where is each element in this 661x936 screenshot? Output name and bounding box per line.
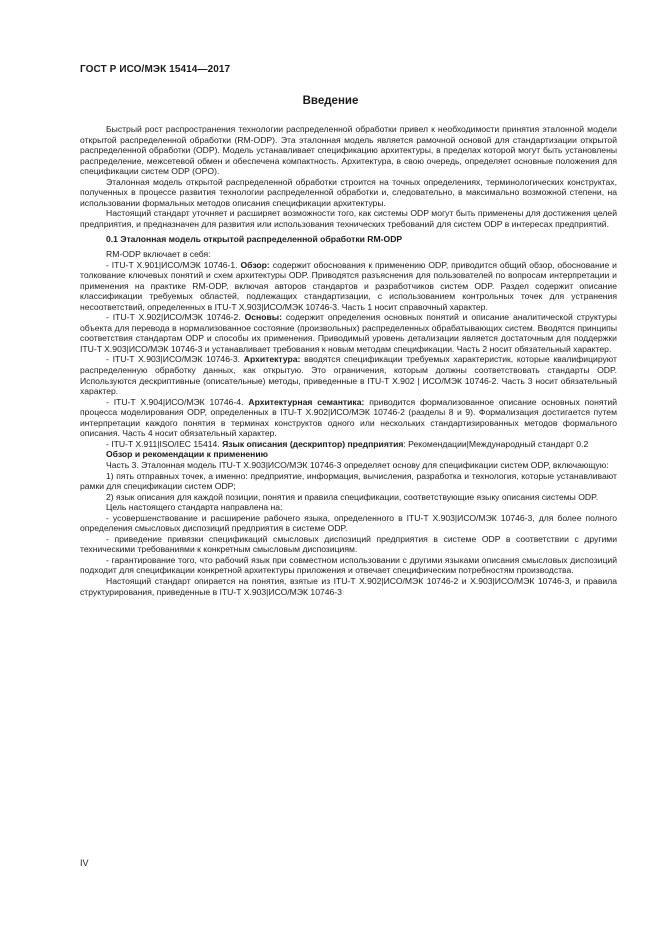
paragraph: Настоящий стандарт уточняет и расширяет возможности того, как системы ODP могут быть применены для достижения целей предприятия, и предназначен для развития или использования технических требований для систем ODP в интересах предприятий.	[80, 208, 617, 229]
list-item	[80, 397, 617, 439]
list-item-text: содержит обоснования к применению ODP, приводится общий обзор, обоснование и толкование ключевых понятий и схем архитектуры ODP. Приводятся разъяснения для пользователей по вопросам интерпретации и применения на практике RM-ODP, включая авторов стандартов и разработчиков систем ODP. Раздел содержит описание классификации требуемых областей, подлежащих стандартизации, с использованием контрольных точек для устранения несоответствий, определенных в ITU-T X.903|ИСО/МЭК 10746-3. Часть 1 носит справочный характер.	[80, 259, 617, 312]
paragraph: Быстрый рост распространения технологии распределенной обработки привел к необходимости принятия эталонной модели открытой распределенной обработки (RM-ODP). Эта эталонная модель является рамочной основой для стандартизации открытой распределенной обработки (ODP). Модель устанавливает спецификацию архитектуры, в пределах которой могут быть установлены распределение, межсетевой обмен и обеспечена компактность. Архитектура, в свою очередь, определяет основные положения для спецификации систем ODP (OPO).	[80, 124, 617, 177]
list-item: - приведение привязки спецификаций смысловых диспозиций предприятия в системе ODP в соответствии с другими техническими требованиями к конкретным смысловым диспозициям.	[80, 533, 617, 555]
list-item-ref: - ITU-T X.902|ИСО/МЭК 10746-2.	[106, 312, 241, 323]
list-item-term: Обзор:	[240, 259, 270, 270]
list-item-term: Архитектурная семантика:	[248, 396, 365, 407]
page-number: IV	[80, 858, 89, 868]
list-item-term: Архитектура:	[243, 354, 301, 365]
paragraph: Эталонная модель открытой распределенной обработки строится на точных определениях, терминологических конструктах, полученных в процессе развития технологии распределенной обработки и, следовательно, в максимально возможной степени, на использовании формальных методов описания спецификации архитектуры.	[80, 176, 617, 208]
document-body	[80, 124, 617, 597]
list-item	[80, 312, 617, 354]
list-item-text: вводятся спецификации требуемых характеристик, которые квалифицируют распределенную обработку данных, как открытую. Это ограничения, которым должны соответствовать стандарты ODP. Используются дескриптивные (описательные) методы, приведенные в ITU-T X.902 | ИСО/МЭК 10746-2. Часть 3 носит обязательный характер.	[80, 354, 617, 397]
paragraph: RM-ODP включает в себя:	[106, 249, 211, 260]
paragraph: Часть 3. Эталонная модель ITU-T X.903|ИСО/МЭК 10746-3 определяет основу для спецификации систем ODP, включающую:	[106, 459, 609, 470]
list-item-text: : Рекомендации|Международный стандарт 0.2	[403, 438, 589, 449]
list-item-term: Основы:	[244, 312, 282, 323]
list-item	[80, 439, 617, 450]
list-item-text: содержит определения основных понятий и описание аналитической структуры объекта для перевода в нормализованное состояние (произвольных) распределенных обрабатывающих систем. Вводятся принципы соответствия стандартам ODP и способы их применения. Приводимый уровень детализации является достаточным для поддержки ITU-T X.903|ИСО/МЭК 10746-3 и устанавливает требования к новым методам спецификации. Часть 2 носит обязательный характер.	[80, 312, 617, 354]
list-item-ref: - ITU-T X.903|ИСО/МЭК 10746-3.	[106, 354, 241, 365]
subsection-heading: Обзор и рекомендации к применению	[106, 449, 268, 460]
list-item: - усовершенствование и расширение рабочего языка, определенного в ITU-T X.903|ИСО/МЭК 10746-3, для более полного определения смысловых диспозиций предприятия в системе ODP.	[80, 512, 617, 534]
numbered-item: 2) язык описания для каждой позиции, понятия и правила спецификации, соответствующие языку описания системы ODP.	[106, 491, 599, 502]
list-item-ref: - ITU-T X.911|ISO/IEC 15414.	[106, 438, 220, 449]
section-heading: 0.1 Эталонная модель открытой распределенной обработки RM-ODP	[106, 234, 403, 245]
list-item: - гарантирование того, что рабочий язык при совместном использовании с другими языками описания смысловых диспозиций подходит для спецификации конкретной архитектуры приложения и отвечает специфическим потребностям производства.	[80, 554, 617, 576]
list-item-term: Язык описания (дескриптор) предприятия	[222, 438, 404, 449]
list-item-ref: - ITU-T X.901|ИСО/МЭК 10746-1.	[106, 259, 238, 270]
paragraph: Настоящий стандарт опирается на понятия, взятые из ITU-T X.902|ИСО/МЭК 10746-2 и X.903|ИСО/МЭК 10746-3, и правила структурирования, приведенные в ITU-T X.903|ИСО/МЭК 10746-3	[80, 575, 617, 597]
list-item	[80, 354, 617, 396]
page-title: Введение	[302, 95, 359, 107]
standard-header: ГОСТ Р ИСО/МЭК 15414—2017	[80, 64, 231, 75]
list-item-ref: - ITU-T X.904|ИСО/МЭК 10746-4.	[106, 396, 244, 407]
list-item-text: приводится формализованное описание основных понятий процесса моделирования ODP, определенных в ITU-T X.902|ИСО/МЭК 10746-2 (разделы 8 и 9). Формализация достигается путем интерпретации каждого понятия в терминах конструктов одного или нескольких стандартизированных методов формального описания. Часть 4 носит обязательный характер.	[80, 396, 618, 439]
list-item	[80, 260, 617, 313]
paragraph: Цель настоящего стандарта направлена на:	[106, 502, 283, 513]
numbered-item: 1) пять отправных точек, а именно: предприятие, информация, вычисления, разработка и технология, которые устанавливают рамки для спецификации систем ODP;	[80, 470, 617, 492]
